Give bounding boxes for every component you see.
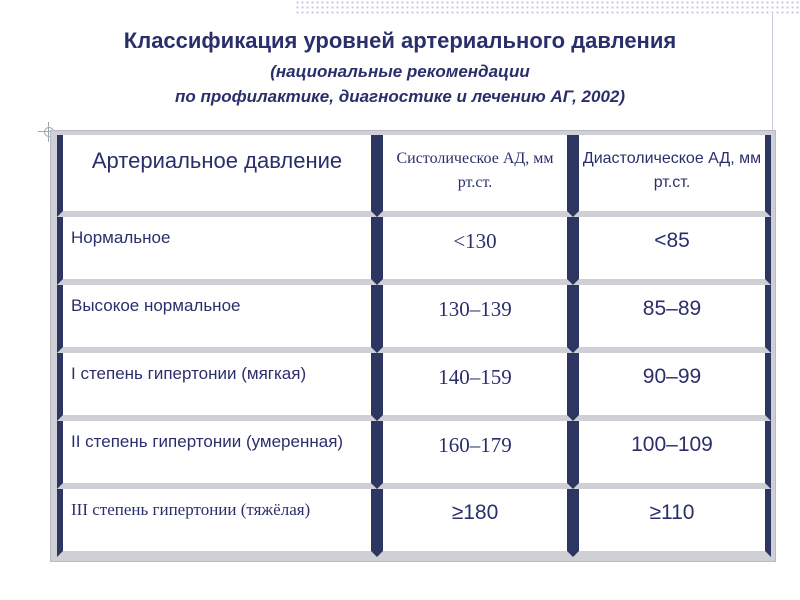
page-title: Классификация уровней артериального давления [123,28,677,53]
systolic-value: 160–179 [438,433,512,457]
table-header-row [57,135,771,217]
systolic-value: 130–139 [438,297,512,321]
blood-pressure-classification-table [57,135,771,557]
table-row [57,353,771,421]
row-label: Нормальное [71,228,171,247]
systolic-value: <130 [453,229,497,253]
systolic-value: 140–159 [438,365,512,389]
table-row [57,421,771,489]
header-pressure-label: Артериальное давление [91,148,343,173]
row-label: III степень гипертонии (тяжёлая) [71,500,311,519]
header-cell-pressure [57,135,377,217]
diastolic-value: 85–89 [642,297,702,320]
header-systolic-label: Систолическое АД, мм рт.ст. [396,150,554,191]
header-cell-systolic [377,135,573,217]
row-label: Высокое нормальное [71,296,241,315]
diastolic-value: 90–99 [642,365,702,388]
classification-table-frame [50,130,776,562]
row-label: I степень гипертонии (мягкая) [71,364,307,383]
table-row [57,489,771,557]
diastolic-value: 100–109 [631,433,713,456]
header-diastolic-label: Диастолическое АД, мм рт.ст. [582,150,762,191]
row-label: II степень гипертонии (умеренная) [71,432,344,451]
page-subtitle-line1: (национальные рекомендации [270,62,530,81]
table-row [57,285,771,353]
systolic-value: ≥180 [451,501,499,524]
page-subtitle-line2: по профилактике, диагностике и лечению АГ, 2002) [174,87,626,106]
diastolic-value: ≥110 [649,501,695,524]
header-cell-diastolic [573,135,771,217]
decorative-dot-pattern [295,0,800,14]
diastolic-value: <85 [654,229,690,252]
table-row [57,217,771,285]
